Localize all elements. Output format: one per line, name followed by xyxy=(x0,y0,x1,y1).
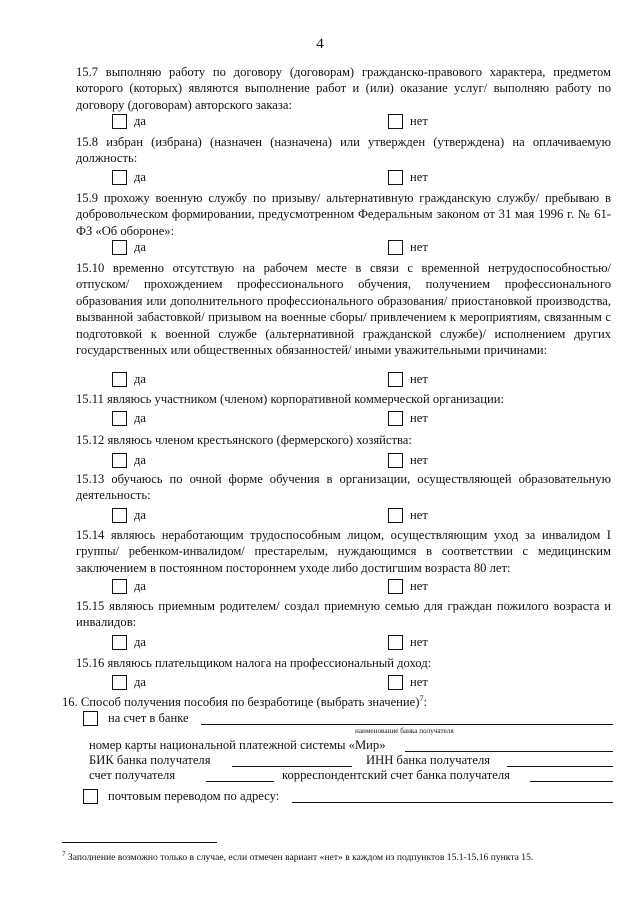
yes-option[interactable]: да xyxy=(112,673,146,691)
options-15-13 xyxy=(112,506,592,524)
no-option[interactable]: нет xyxy=(388,168,428,186)
footnote-mark: 7 xyxy=(62,850,66,858)
yes-option[interactable]: да xyxy=(112,112,146,130)
no-checkbox[interactable] xyxy=(388,675,403,690)
no-checkbox[interactable] xyxy=(388,240,403,255)
question-15-8 xyxy=(76,134,611,167)
yes-option[interactable]: да xyxy=(112,238,146,256)
question-text: 15.10 временно отсутствую на рабочем месте в связи с временной нетрудоспособностью/ отпуском/ прохождением профессионального обучения, получением профессионального образования или дополнительного профессионального образования/ приостановкой производства, вызванной забастовкой/ призывом на военные сборы/ привлечением к мероприятиям, связанным с подготовкой к военной службе (альтернативной гражданской службе)/ исполнением других государственных или общественных обязанностей/ иными уважительными причинами: xyxy=(76,261,611,358)
question-15-13 xyxy=(76,471,611,504)
question-15-12 xyxy=(76,432,611,448)
postal-address-field[interactable] xyxy=(292,802,613,803)
yes-checkbox[interactable] xyxy=(112,635,127,650)
yes-option[interactable]: да xyxy=(112,451,146,469)
yes-option[interactable]: да xyxy=(112,409,146,427)
options-15-14 xyxy=(112,577,592,595)
postal-checkbox[interactable] xyxy=(83,789,98,804)
page-number: 4 xyxy=(316,36,324,52)
card-number-field[interactable] xyxy=(405,751,613,752)
options-15-12 xyxy=(112,451,592,469)
question-15-14 xyxy=(76,527,611,576)
question-text: 15.16 являюсь плательщиком налога на профессиональный доход: xyxy=(76,656,432,670)
yes-option[interactable]: да xyxy=(112,168,146,186)
yes-checkbox[interactable] xyxy=(112,453,127,468)
question-text: 15.13 обучаюсь по очной форме обучения в организации, осуществляющей образовательную деятельность: xyxy=(76,472,611,503)
options-15-7 xyxy=(112,112,592,130)
options-15-10 xyxy=(112,370,592,388)
yes-checkbox[interactable] xyxy=(112,372,127,387)
bank-account-checkbox[interactable] xyxy=(83,711,98,726)
question-text: 15.15 являюсь приемным родителем/ создал приемную семью для граждан пожилого возраста и инвалидов: xyxy=(76,599,611,630)
section-16-heading: 16. Способ получения пособия по безработице (выбрать значение)$^7$: xyxy=(62,694,427,710)
account-field[interactable] xyxy=(206,781,274,782)
yes-checkbox[interactable] xyxy=(112,240,127,255)
question-text: 15.14 являюсь неработающим трудоспособным лицом, осуществляющим уход за инвалидом I группы/ ребенком-инвалидом/ престарелым, нуждающимся в соответствии с медицинским заключением в постоянном постороннем уходе либо достигшим возраста 80 лет: xyxy=(76,528,611,575)
no-option[interactable]: нет xyxy=(388,451,428,469)
options-15-9 xyxy=(112,238,592,256)
options-15-11 xyxy=(112,409,592,427)
question-text: 15.7 выполняю работу по договору (договорам) гражданско-правового характера, предметом которого (которых) являются выполнение работ и (или) оказание услуг/ выполняю работу по договору (договорам) авторского заказа: xyxy=(76,65,611,112)
inn-field[interactable] xyxy=(507,766,613,767)
no-option[interactable]: нет xyxy=(388,370,428,388)
question-text: 15.11 являюсь участником (членом) корпоративной коммерческой организации: xyxy=(76,392,504,406)
question-text: 15.9 прохожу военную службу по призыву/ альтернативную гражданскую службу/ пребываю в добровольческом формировании, предусмотренном Федеральным законом от 31 мая 1996 г. № 61-ФЗ «Об обороне»: xyxy=(76,191,611,238)
options-15-8 xyxy=(112,168,592,186)
no-option[interactable]: нет xyxy=(388,633,428,651)
corr-account-label: корреспондентский счет банка получателя xyxy=(282,768,510,782)
bank-name-field[interactable] xyxy=(201,724,613,725)
yes-checkbox[interactable] xyxy=(112,170,127,185)
card-number-label: номер карты национальной платежной системы «Мир» xyxy=(89,738,386,752)
yes-checkbox[interactable] xyxy=(112,579,127,594)
yes-checkbox[interactable] xyxy=(112,508,127,523)
question-text: 15.12 являюсь членом крестьянского (фермерского) хозяйства: xyxy=(76,433,412,447)
bank-name-caption: наименование банка получателя xyxy=(355,727,454,735)
no-option[interactable]: нет xyxy=(388,409,428,427)
no-checkbox[interactable] xyxy=(388,372,403,387)
postal-option[interactable] xyxy=(83,789,279,804)
no-option[interactable]: нет xyxy=(388,238,428,256)
question-text: 15.8 избран (избрана) (назначен (назначена) или утвержден (утверждена) на оплачиваемую должность: xyxy=(76,135,611,166)
question-15-15 xyxy=(76,598,611,631)
yes-option[interactable]: да xyxy=(112,506,146,524)
no-option[interactable]: нет xyxy=(388,673,428,691)
no-option[interactable]: нет xyxy=(388,112,428,130)
question-15-11 xyxy=(76,391,611,407)
no-option[interactable]: нет xyxy=(388,506,428,524)
no-checkbox[interactable] xyxy=(388,453,403,468)
no-checkbox[interactable] xyxy=(388,170,403,185)
inn-label: ИНН банка получателя xyxy=(366,753,491,767)
bank-account-label: на счет в банке xyxy=(108,711,189,725)
footnote-divider xyxy=(62,842,217,843)
yes-checkbox[interactable] xyxy=(112,411,127,426)
yes-option[interactable]: да xyxy=(112,577,146,595)
options-15-16 xyxy=(112,673,592,691)
bik-field[interactable] xyxy=(232,766,352,767)
no-option[interactable]: нет xyxy=(388,577,428,595)
account-label: счет получателя xyxy=(89,768,176,782)
footnote-text: Заполнение возможно только в случае, если отмечен вариант «нет» в каждом из подпунктов 15.1-15.16 пункта 15. xyxy=(65,852,534,864)
yes-option[interactable]: да xyxy=(112,633,146,651)
no-checkbox[interactable] xyxy=(388,114,403,129)
no-checkbox[interactable] xyxy=(388,579,403,594)
options-15-15 xyxy=(112,633,592,651)
postal-label: почтовым переводом по адресу: xyxy=(108,789,280,803)
question-15-10 xyxy=(76,260,611,358)
bik-label: БИК банка получателя xyxy=(89,753,211,767)
question-15-16 xyxy=(76,655,611,671)
no-checkbox[interactable] xyxy=(388,411,403,426)
footnote xyxy=(62,850,622,863)
question-15-7 xyxy=(76,64,611,113)
corr-account-field[interactable] xyxy=(530,781,613,782)
yes-checkbox[interactable] xyxy=(112,675,127,690)
yes-option[interactable]: да xyxy=(112,370,146,388)
yes-checkbox[interactable] xyxy=(112,114,127,129)
no-checkbox[interactable] xyxy=(388,635,403,650)
footnote-ref: 7 xyxy=(419,694,424,703)
no-checkbox[interactable] xyxy=(388,508,403,523)
question-15-9 xyxy=(76,190,611,239)
bank-account-option[interactable] xyxy=(83,711,189,726)
